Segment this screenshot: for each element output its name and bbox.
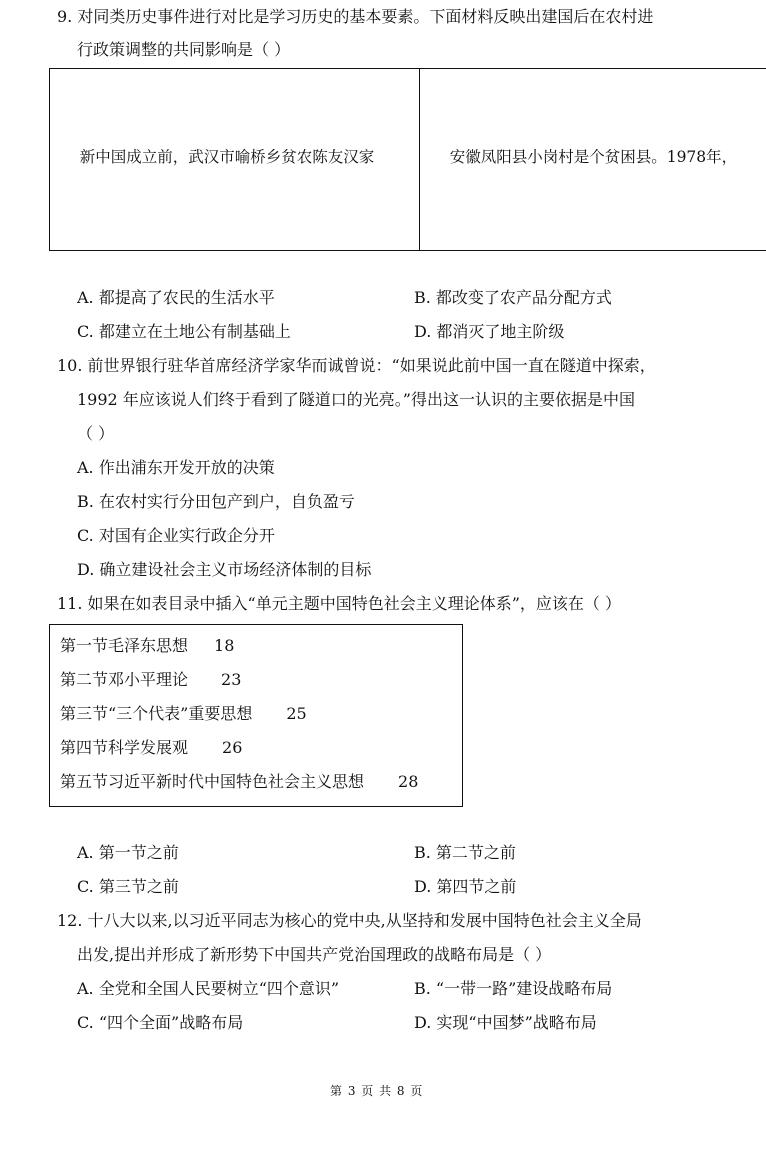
q12-option-a[interactable]: A. 全党和全国人民要树立“四个意识” bbox=[77, 979, 340, 998]
material-line: 新中国成立前，武汉市喻桥乡贫农陈友汉家 bbox=[60, 148, 375, 166]
q10-option-b[interactable]: B. 在农村实行分田包产到户，自负盈亏 bbox=[77, 492, 355, 511]
q9-option-c[interactable]: C. 都建立在土地公有制基础上 bbox=[77, 322, 291, 341]
q10-stem-line2: 1992 年应该说人们终于看到了隧道口的光亮。”得出这一认识的主要依据是中国 bbox=[77, 390, 635, 409]
material-line bbox=[430, 244, 766, 251]
q10-stem-line3: （ ） bbox=[77, 424, 115, 443]
toc-page: 25 bbox=[286, 704, 307, 723]
toc-page: 26 bbox=[222, 738, 243, 757]
q10-option-a[interactable]: A. 作出浦东开发开放的决策 bbox=[77, 458, 275, 477]
toc-item bbox=[60, 701, 307, 724]
q9-option-a[interactable]: A. 都提高了农民的生活水平 bbox=[77, 288, 275, 307]
q9-material-table bbox=[49, 68, 766, 251]
q10-option-c[interactable]: C. 对国有企业实行政企分开 bbox=[77, 526, 275, 545]
q11-toc-table bbox=[49, 624, 463, 807]
q12-option-d[interactable]: D. 实现“中国梦”战略布局 bbox=[414, 1013, 597, 1032]
toc-page: 23 bbox=[221, 670, 242, 689]
q9-option-b[interactable]: B. 都改变了农产品分配方式 bbox=[414, 288, 612, 307]
toc-item bbox=[60, 769, 418, 792]
q12-option-c[interactable]: C. “四个全面”战略布局 bbox=[77, 1013, 244, 1032]
toc-title: 第一节毛泽东思想 bbox=[60, 636, 189, 655]
q11-stem-line1: 11. 如果在如表目录中插入“单元主题中国特色社会主义理论体系”，应该在（ ） bbox=[57, 594, 621, 613]
q9-material-left bbox=[50, 69, 420, 250]
material-line: 安徽凤阳县小岗村是个贫困县。1978年， bbox=[430, 148, 738, 166]
toc-item bbox=[60, 633, 234, 656]
toc-item bbox=[60, 735, 242, 758]
toc-title: 第三节“三个代表”重要思想 bbox=[60, 704, 253, 723]
toc-page: 28 bbox=[398, 772, 419, 791]
q11-option-b[interactable]: B. 第二节之前 bbox=[414, 843, 516, 862]
q12-option-b[interactable]: B. “一带一路”建设战略布局 bbox=[414, 979, 613, 998]
page-footer: 第 3 页 共 8 页 bbox=[330, 1084, 424, 1098]
q11-option-c[interactable]: C. 第三节之前 bbox=[77, 877, 179, 896]
toc-item bbox=[60, 667, 241, 690]
q11-option-d[interactable]: D. 第四节之前 bbox=[414, 877, 517, 896]
toc-title: 第五节习近平新时代中国特色社会主义思想 bbox=[60, 772, 365, 791]
q12-stem-line1: 12. 十八大以来,以习近平同志为核心的党中央,从坚持和发展中国特色社会主义全局 bbox=[57, 911, 642, 930]
q12-stem-line2: 出发,提出并形成了新形势下中国共产党治国理政的战略布局是（ ） bbox=[77, 945, 552, 964]
q11-option-a[interactable]: A. 第一节之前 bbox=[77, 843, 179, 862]
q9-option-d[interactable]: D. 都消灭了地主阶级 bbox=[414, 322, 565, 341]
material-line bbox=[60, 244, 419, 251]
toc-page: 18 bbox=[214, 636, 235, 655]
toc-title: 第二节邓小平理论 bbox=[60, 670, 189, 689]
toc-title: 第四节科学发展观 bbox=[60, 738, 189, 757]
q10-option-d[interactable]: D. 确立建设社会主义市场经济体制的目标 bbox=[77, 560, 372, 579]
q9-material-right bbox=[420, 69, 766, 250]
q9-stem-line2: 行政策调整的共同影响是（ ） bbox=[77, 40, 291, 59]
q10-stem-line1: 10. 前世界银行驻华首席经济学家华而诚曾说：“如果说此前中国一直在隧道中探索， bbox=[57, 356, 656, 375]
q9-stem-line1: 9. 对同类历史事件进行对比是学习历史的基本要素。下面材料反映出建国后在农村进 bbox=[57, 7, 654, 26]
